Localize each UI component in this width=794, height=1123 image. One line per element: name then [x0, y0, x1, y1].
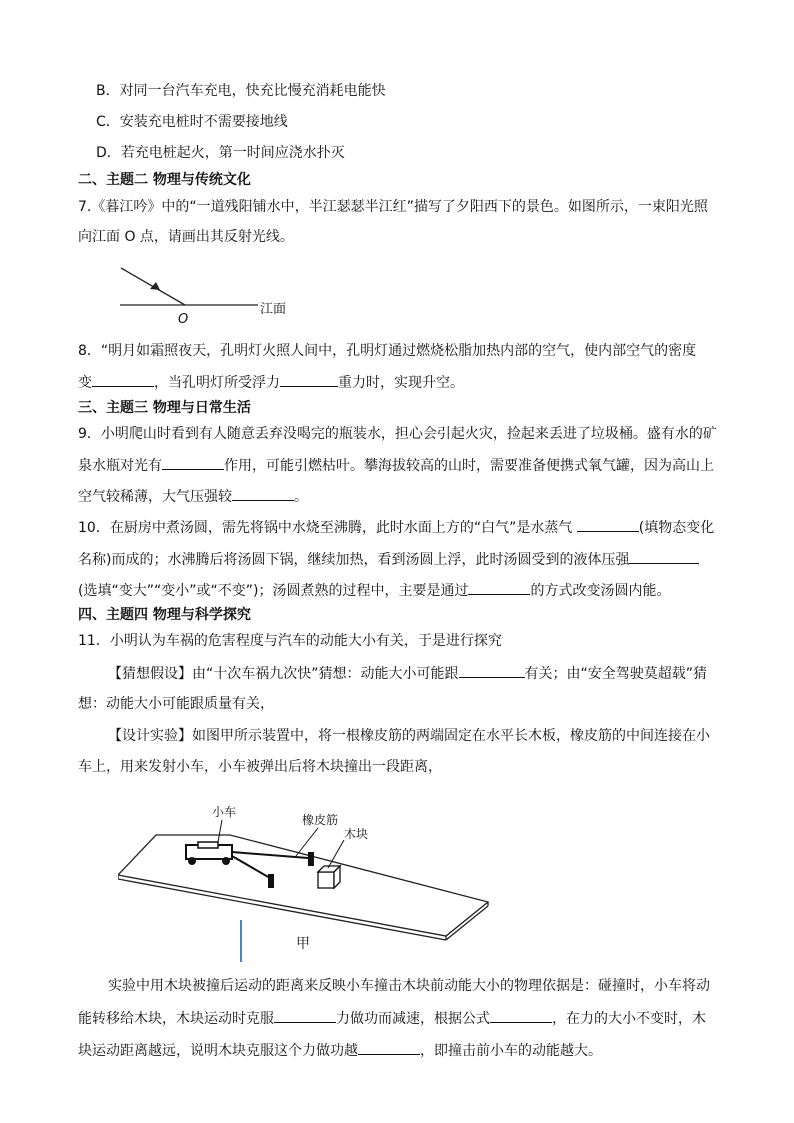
label-block: 木块 — [344, 827, 369, 841]
q10-blank-1[interactable] — [577, 517, 639, 532]
q8-text-line2: 变 ，当孔明灯所受浮力 重力时，实现升空。 — [78, 372, 464, 393]
small-car — [186, 842, 232, 865]
q11-design-line1: 【设计实验】如图甲所示装置中，将一根橡皮筋的两端固定在水平长木板，橡皮筋的中间连接在小 — [108, 728, 710, 744]
river-surface-label: 江面 — [260, 302, 287, 317]
label-rubber-band: 橡皮筋 — [302, 813, 339, 827]
q11-hypothesis-line1: 【猜想假设】由“十次车祸九次快”猜想：动能大小可能跟 有关；由“安全驾驶莫超载”猜 — [108, 663, 707, 684]
q7-light-diagram — [110, 260, 310, 330]
q9-blank-1[interactable] — [162, 455, 224, 470]
q9-text-line1: 9．小明爬山时看到有人随意丢弃没喝完的瓶装水，担心会引起火灾，捡起来丢进了垃圾桶。盛有水的矿 — [78, 426, 717, 442]
point-o-label: O — [178, 312, 189, 327]
wooden-block — [318, 866, 340, 888]
q11-blank-3[interactable] — [490, 1008, 552, 1023]
option-d: D．若充电桩起火，第一时间应浇水扑灭 — [96, 145, 345, 161]
section-3-heading: 三、主题三 物理与日常生活 — [78, 400, 251, 416]
q11-explain-line1: 实验中用木块被撞后运动的距离来反映小车撞击木块前动能大小的物理依据是：碰撞时，小车将动 — [108, 978, 710, 994]
q7-text-line1: 7.《暮江吟》中的“一道残阳铺水中，半江瑟瑟半江红”描写了夕阳西下的景色。如图所示，一束阳光照 — [78, 199, 708, 215]
q11-design-line2: 车上，用来发射小车，小车被弹出后将木块撞出一段距离， — [78, 759, 442, 775]
q11-blank-4[interactable] — [358, 1040, 420, 1055]
q11-explain-line2: 能转移给木块，木块运动时克服 力做功而减速，根据公式 ，在力的大小不变时，木 — [78, 1008, 706, 1029]
rubber-band — [232, 852, 314, 888]
label-car: 小车 — [212, 805, 237, 819]
figure-caption: 甲 — [296, 936, 310, 952]
q9-text-line3: 空气较稀薄，大气压强较 。 — [78, 486, 308, 507]
section-2-heading: 二、主题二 物理与传统文化 — [78, 172, 251, 188]
q10-blank-3[interactable] — [468, 580, 530, 595]
long-board — [118, 835, 488, 936]
caption-bar — [240, 920, 242, 962]
option-b: B．对同一台汽车充电，快充比慢充消耗电能快 — [96, 83, 386, 99]
figure-jia-apparatus — [118, 790, 498, 965]
option-c: C．安装充电桩时不需要接地线 — [96, 114, 288, 130]
q11-intro: 11．小明认为车祸的危害程度与汽车的动能大小有关，于是进行探究 — [78, 633, 502, 649]
q10-text-line1: 10．在厨房中煮汤圆，需先将锅中水烧至沸腾，此时水面上方的“白气”是水蒸气 (填物态变化 — [78, 517, 714, 538]
q11-blank-2[interactable] — [274, 1008, 336, 1023]
q8-blank-2[interactable] — [280, 372, 338, 387]
q10-text-line2: 名称)而成的；水沸腾后将汤圆下锅，继续加热，看到汤圆上浮，此时汤圆受到的液体压强 — [78, 549, 699, 570]
q11-hypothesis-line2: 想：动能大小可能跟质量有关， — [78, 696, 274, 712]
q8-blank-1[interactable] — [92, 372, 154, 387]
q7-text-line2: 向江面 O 点，请画出其反射光线。 — [78, 229, 294, 245]
q10-blank-2[interactable] — [629, 549, 699, 564]
q11-explain-line3: 块运动距离越远，说明木块克服这个力做功越 ，即撞击前小车的动能越大。 — [78, 1040, 602, 1061]
q9-blank-2[interactable] — [232, 486, 294, 501]
q11-blank-1[interactable] — [459, 663, 525, 678]
section-4-heading: 四、主题四 物理与科学探究 — [78, 607, 251, 623]
q8-text-line1: 8．“明月如霜照夜天，孔明灯火照人间中，孔明灯通过燃烧松脂加热内部的空气，使内部空气的密度 — [78, 343, 697, 359]
q9-text-line2: 泉水瓶对光有 作用，可能引燃枯叶。攀海拔较高的山时，需要准备便携式氧气罐，因为高山上 — [78, 455, 714, 476]
q10-text-line3: (选填“变大”“变小”或“不变”)；汤圆煮熟的过程中，主要是通过 的方式改变汤圆内能。 — [78, 580, 670, 601]
